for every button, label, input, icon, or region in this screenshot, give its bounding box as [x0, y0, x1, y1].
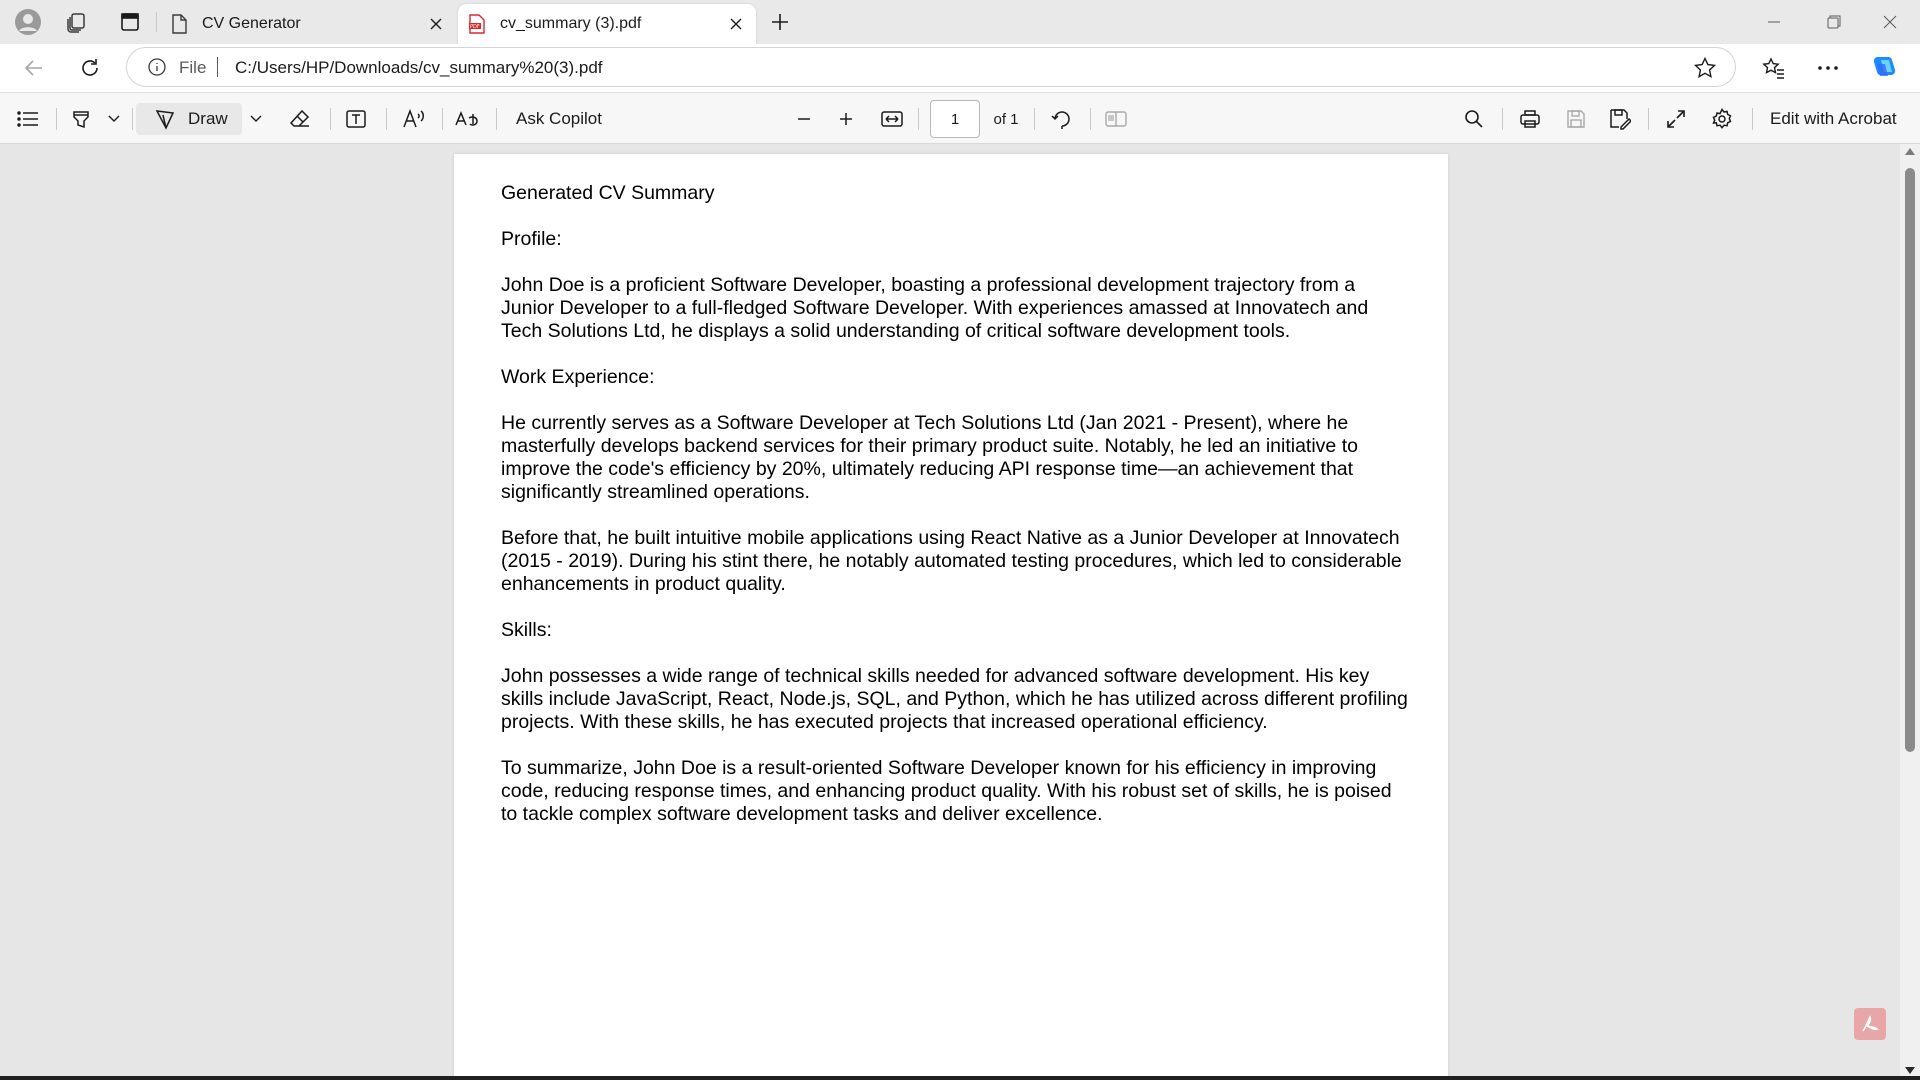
scroll-thumb[interactable]: [1905, 168, 1915, 752]
acrobat-logo-icon[interactable]: [1854, 1008, 1886, 1040]
favorite-star-icon[interactable]: [1693, 56, 1717, 80]
page-icon: [170, 14, 188, 34]
skills-paragraph: John possesses a wide range of technical skills needed for advanced software development. His key skills include JavaScript, React, Node.js, SQL, and Python, which he has utilized across different profiling projects. With these skills, he has executed projects that increased operational efficiency.: [501, 665, 1408, 733]
draw-dropdown-chevron-down-icon[interactable]: [246, 103, 266, 135]
pdf-viewer: [0, 144, 1920, 1080]
toolbar-divider: [330, 108, 331, 130]
page-view-icon: [1100, 103, 1132, 135]
minimize-button[interactable]: [1746, 0, 1802, 44]
work-paragraph-previous: Before that, he built intuitive mobile applications using React Native as a Junior Developer at Innovatech (2015 - 2019). During his stint there, he notably automated testing procedures, which led to considerable enhancements in product quality.: [501, 527, 1402, 595]
toolbar-divider: [56, 108, 57, 130]
draw-button[interactable]: [136, 103, 242, 135]
translate-icon[interactable]: [452, 103, 482, 135]
restore-button[interactable]: [1806, 0, 1862, 44]
scheme-label: File: [179, 58, 207, 77]
scroll-up-arrow-icon[interactable]: [1905, 148, 1915, 155]
add-text-icon[interactable]: [340, 103, 372, 135]
tab-strip: [0, 0, 1920, 44]
fit-to-width-icon[interactable]: [876, 103, 908, 135]
new-tab-button[interactable]: [762, 6, 798, 38]
pdf-text-content: [501, 182, 1411, 849]
profile-heading: Profile:: [501, 228, 562, 250]
tab-title: cv_summary (3).pdf: [500, 15, 642, 32]
ask-copilot-button[interactable]: [510, 103, 616, 135]
fullscreen-icon[interactable]: [1660, 103, 1692, 135]
toolbar-divider: [1034, 108, 1035, 130]
work-paragraph-current: He currently serves as a Software Developer at Tech Solutions Ltd (Jan 2021 - Present), where he masterfully develops backend services for their primary product suite. Notably, he led an initiative to improve the code's efficiency by 20%, ultimately reducing API response time—an achievement that significantly streamlined operations.: [501, 412, 1358, 503]
draw-label: Draw: [188, 109, 228, 128]
pdf-file-icon: [468, 14, 486, 34]
skills-heading: Skills:: [501, 619, 552, 641]
close-icon[interactable]: [426, 14, 446, 34]
vertical-scrollbar[interactable]: [1900, 144, 1920, 1080]
read-aloud-icon[interactable]: [398, 103, 430, 135]
toolbar-divider: [918, 108, 919, 130]
search-icon[interactable]: [1458, 103, 1490, 135]
tab-title: CV Generator: [202, 15, 301, 32]
toolbar-divider: [386, 108, 387, 130]
back-button[interactable]: [16, 50, 52, 86]
eraser-icon[interactable]: [284, 103, 316, 135]
highlight-dropdown-chevron-down-icon[interactable]: [104, 103, 124, 135]
ask-copilot-label: Ask Copilot: [516, 109, 602, 128]
address-bar-row: [0, 44, 1920, 92]
address-bar[interactable]: [126, 47, 1736, 87]
page-total-label: of 1: [993, 110, 1019, 128]
copilot-icon[interactable]: [1866, 50, 1902, 86]
svg-text:PDF: PDF: [470, 24, 480, 30]
edit-with-acrobat-button[interactable]: [1764, 103, 1914, 135]
save-icon: [1560, 103, 1592, 135]
toolbar-divider: [132, 108, 133, 130]
work-experience-heading: Work Experience:: [501, 366, 655, 388]
tab-cv-generator[interactable]: [162, 4, 456, 44]
profile-paragraph: John Doe is a proficient Software Developer, boasting a professional development trajectory from a Junior Developer to a full-fledged Software Developer. With experiences amassed at Innovatech and Tech Solutions Ltd, he displays a solid understanding of critical software development tools.: [501, 274, 1369, 342]
print-icon[interactable]: [1514, 103, 1546, 135]
summary-paragraph: To summarize, John Doe is a result-oriented Software Developer known for his efficiency in improving code, reducing response times, and enhancing product quality. With his robust set of skills, he is poised to tackle complex software development tasks and deliver excellence.: [501, 757, 1392, 825]
settings-gear-icon[interactable]: [1706, 103, 1738, 135]
workspaces-icon[interactable]: [58, 6, 94, 38]
close-icon[interactable]: [726, 14, 746, 34]
toolbar-divider: [1502, 108, 1503, 130]
contents-list-icon[interactable]: [12, 103, 44, 135]
highlight-icon[interactable]: [66, 103, 96, 135]
omnibox-divider: [217, 57, 218, 77]
save-as-icon[interactable]: [1604, 103, 1636, 135]
profile-avatar-icon[interactable]: [10, 6, 46, 38]
taskbar-edge: [0, 1076, 1920, 1080]
more-options-button[interactable]: [1810, 50, 1846, 86]
favorites-button[interactable]: [1756, 50, 1792, 86]
edit-with-acrobat-label: Edit with Acrobat: [1770, 109, 1897, 128]
tab-divider: [156, 12, 157, 32]
draw-pen-icon: [154, 108, 176, 130]
toolbar-divider: [1090, 108, 1091, 130]
document-title: Generated CV Summary: [501, 182, 715, 204]
close-window-button[interactable]: [1862, 0, 1918, 44]
info-icon[interactable]: [147, 57, 167, 77]
page-number-input[interactable]: 1: [930, 100, 980, 138]
toolbar-divider: [1648, 108, 1649, 130]
scroll-down-arrow-icon[interactable]: [1905, 1067, 1915, 1074]
pdf-toolbar: [0, 92, 1920, 144]
toolbar-divider: [442, 108, 443, 130]
rotate-icon[interactable]: [1046, 103, 1078, 135]
toolbar-divider: [496, 108, 497, 130]
zoom-in-icon[interactable]: [830, 103, 862, 135]
vertical-tabs-icon[interactable]: [112, 6, 148, 38]
tab-cv-summary-pdf[interactable]: [458, 4, 756, 44]
refresh-button[interactable]: [72, 50, 108, 86]
pdf-page: [454, 154, 1448, 1080]
zoom-out-icon[interactable]: [788, 103, 820, 135]
url-text[interactable]: C:/Users/HP/Downloads/cv_summary%20(3).pdf: [235, 58, 603, 77]
toolbar-divider: [1752, 108, 1753, 130]
page-total: [986, 103, 1026, 135]
